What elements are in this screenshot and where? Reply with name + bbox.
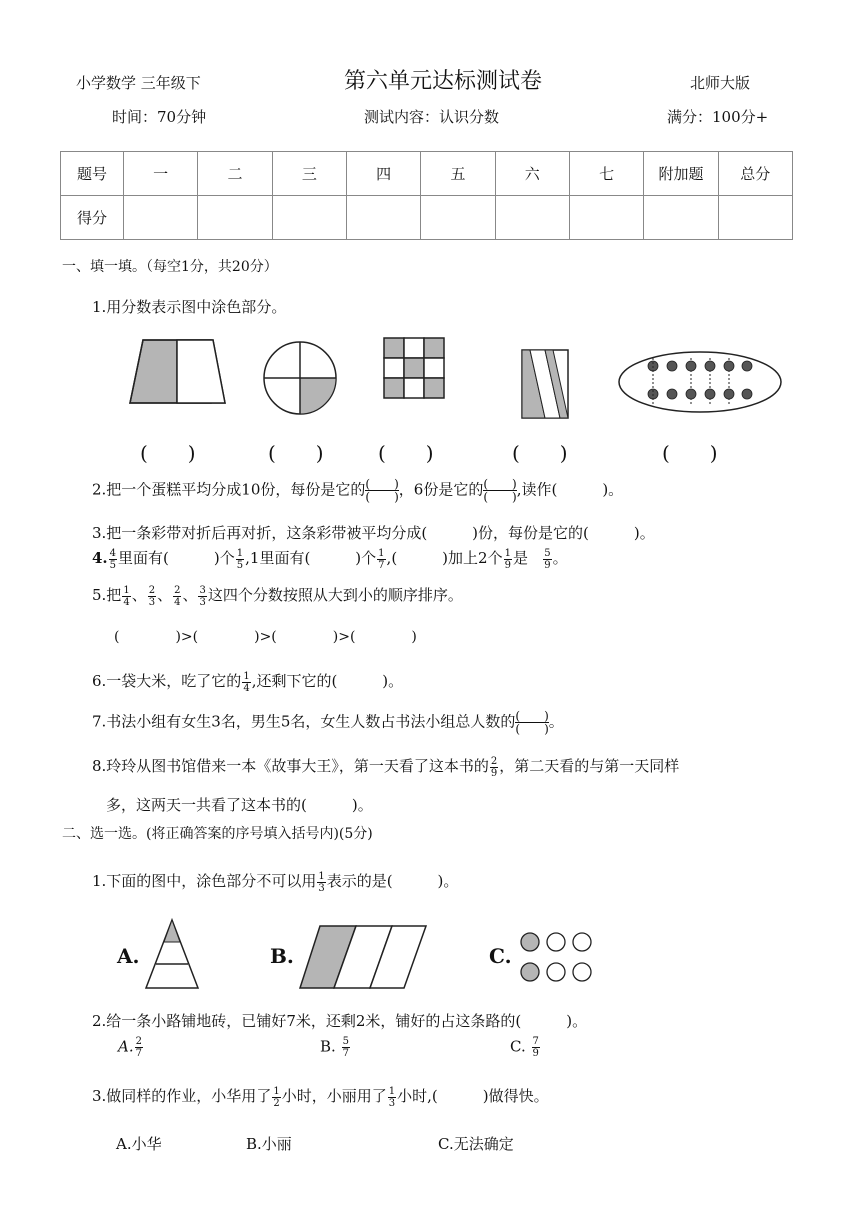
option-a-label: A. bbox=[117, 944, 140, 968]
fraction-blank[interactable]: ( ) ( ) bbox=[515, 709, 549, 736]
fraction: $\frac{2}{3}$ bbox=[148, 584, 156, 608]
s2-q2-text: 2.给一条小路铺地砖，已铺好7米，还剩2米，铺好的占这条路的( )。 bbox=[92, 1012, 588, 1030]
score-table bbox=[60, 151, 793, 240]
score-input-cell[interactable] bbox=[644, 196, 718, 240]
circle-figure bbox=[264, 342, 336, 414]
fraction: $\frac{1}{5}$ bbox=[236, 547, 244, 571]
score-input-cell[interactable] bbox=[124, 196, 198, 240]
page-title: 第六单元达标测试卷 bbox=[344, 69, 543, 94]
edition-label: 北师大版 bbox=[690, 74, 751, 92]
s2-q2-opt-a[interactable]: A. $\frac{2}{7}$ bbox=[118, 1036, 142, 1059]
q1-blank-3[interactable]: ( ) bbox=[378, 441, 434, 465]
content-label: 测试内容：认识分数 bbox=[364, 108, 500, 126]
option-b-label: B. bbox=[270, 944, 294, 968]
q1-blank-2[interactable]: ( ) bbox=[268, 441, 324, 465]
table-cell: 附加题 bbox=[644, 152, 718, 196]
table-cell: 题号 bbox=[61, 152, 124, 196]
q6-line: 6.一袋大米，吃了它的 $\frac{1}{4}$ ,还剩下它的( )。 bbox=[92, 670, 404, 694]
score-input-cell[interactable] bbox=[346, 196, 420, 240]
section2-heading: 二、选一选。(将正确答案的序号填入括号内)(5分) bbox=[62, 826, 373, 842]
triangle-figure bbox=[144, 918, 200, 990]
s2-q3-opt-b[interactable]: B.小丽 bbox=[246, 1135, 292, 1153]
s2-q2-opt-b[interactable]: B. $\frac{5}{7}$ bbox=[320, 1036, 349, 1059]
q5-line: 5.把 $\frac{1}{4}$ 、 $\frac{2}{3}$ 、 $\frac{2}{4}$ 、 $\frac{3}{3}$ 这四个分数按照从大到小的顺序排序。 bbox=[92, 584, 463, 608]
q2-text-c: ,读作( )。 bbox=[516, 480, 624, 499]
q5-order-blanks[interactable]: ( )>( )>( )>( ) bbox=[114, 629, 417, 645]
rectangle-figure bbox=[522, 350, 568, 418]
full-score-label: 满分：100分+ bbox=[667, 108, 769, 126]
q3-text: 3.把一条彩带对折后再对折，这条彩带被平均分成( )份，每份是它的( )。 bbox=[92, 524, 655, 542]
fraction-blank[interactable]: ( ) ( ) bbox=[365, 477, 399, 504]
circles-figure bbox=[518, 930, 596, 986]
fraction: $\frac{2}{9}$ bbox=[490, 755, 498, 779]
fraction-blank[interactable]: ( ) ( ) bbox=[483, 477, 517, 504]
fraction: $\frac{1}{4}$ bbox=[243, 670, 250, 694]
score-input-cell[interactable] bbox=[272, 196, 346, 240]
fraction: $\frac{1}{3}$ bbox=[388, 1085, 396, 1109]
table-cell: 五 bbox=[421, 152, 495, 196]
score-input-cell[interactable] bbox=[421, 196, 495, 240]
fraction: $\frac{1}{7}$ bbox=[378, 547, 385, 571]
s2-q3-line: 3.做同样的作业，小华用了 $\frac{1}{2}$ 小时，小丽用了 $\frac{1}{3}$ 小时,( )做得快。 bbox=[92, 1085, 549, 1109]
fraction: $\frac{1}{2}$ bbox=[273, 1085, 280, 1109]
table-cell: 三 bbox=[272, 152, 346, 196]
s2-q3-opt-c[interactable]: C.无法确定 bbox=[438, 1135, 514, 1153]
table-cell: 总分 bbox=[718, 152, 792, 196]
trapezoid-figure bbox=[130, 340, 225, 403]
q1-blank-4[interactable]: ( ) bbox=[512, 441, 568, 465]
subject-label: 小学数学 三年级下 bbox=[76, 74, 201, 92]
fraction: $\frac{4}{5}$ bbox=[109, 547, 117, 571]
table-row bbox=[61, 152, 793, 196]
table-cell: 一 bbox=[124, 152, 198, 196]
q1-blank-5[interactable]: ( ) bbox=[662, 441, 718, 465]
table-cell: 得分 bbox=[61, 196, 124, 240]
q1-blank-1[interactable]: ( ) bbox=[140, 441, 196, 465]
q8-line: 8.玲玲从图书馆借来一本《故事大王》，第一天看了这本书的 $\frac{2}{9}$ ，第二天看的与第一天同样 bbox=[92, 755, 680, 779]
score-input-cell[interactable] bbox=[198, 196, 272, 240]
table-cell: 四 bbox=[346, 152, 420, 196]
fraction: $\frac{1}{4}$ bbox=[123, 584, 130, 608]
q7-line: 7.书法小组有女生3名，男生5名，女生人数占书法小组总人数的 ( ) ( ) 。 bbox=[92, 709, 564, 736]
s2-q1-line: 1.下面的图中，涂色部分不可以用 $\frac{1}{3}$ 表示的是( )。 bbox=[92, 870, 459, 894]
score-input-cell[interactable] bbox=[495, 196, 569, 240]
fraction: $\frac{5}{9}$ bbox=[544, 547, 551, 571]
table-cell: 六 bbox=[495, 152, 569, 196]
q1-figures bbox=[125, 336, 785, 426]
s2-q3-opt-a[interactable]: A.小华 bbox=[116, 1135, 162, 1153]
fraction: $\frac{2}{7}$ bbox=[135, 1036, 142, 1059]
fraction: $\frac{7}{9}$ bbox=[532, 1036, 539, 1059]
parallelogram-figure bbox=[298, 924, 428, 990]
score-input-cell[interactable] bbox=[718, 196, 792, 240]
fraction: $\frac{1}{9}$ bbox=[504, 547, 511, 571]
time-label: 时间：70分钟 bbox=[112, 108, 207, 126]
q4-line: 4. $\frac{4}{5}$ 里面有( )个 $\frac{1}{5}$ ,1里面有( )个 $\frac{1}{7}$ ,( )加上2个 $\frac{1}{9}$ 是 $\frac{5}{9}$ 。 bbox=[92, 547, 568, 571]
q2-line bbox=[92, 478, 623, 503]
grid-figure bbox=[384, 338, 444, 398]
table-row bbox=[61, 196, 793, 240]
q1-text: 1.用分数表示图中涂色部分。 bbox=[92, 298, 287, 316]
fraction: $\frac{5}{7}$ bbox=[342, 1036, 349, 1059]
q2-text-a: 2.把一个蛋糕平均分成10份，每份是它的 bbox=[92, 480, 366, 499]
table-cell: 二 bbox=[198, 152, 272, 196]
score-input-cell[interactable] bbox=[569, 196, 643, 240]
table-cell: 七 bbox=[569, 152, 643, 196]
section1-heading: 一、填一填。（每空1分，共20分） bbox=[62, 259, 278, 275]
fraction: $\frac{2}{4}$ bbox=[174, 584, 181, 608]
s2-q2-opt-c[interactable]: C. $\frac{7}{9}$ bbox=[510, 1036, 539, 1059]
fraction: $\frac{3}{3}$ bbox=[199, 584, 206, 608]
option-c-label: C. bbox=[489, 944, 512, 968]
q8-line-2: 多，这两天一共看了这本书的( )。 bbox=[106, 796, 373, 814]
q2-text-b: ，6份是它的 bbox=[398, 480, 484, 499]
fraction: $\frac{1}{3}$ bbox=[318, 870, 325, 894]
ellipse-figure bbox=[619, 352, 781, 412]
